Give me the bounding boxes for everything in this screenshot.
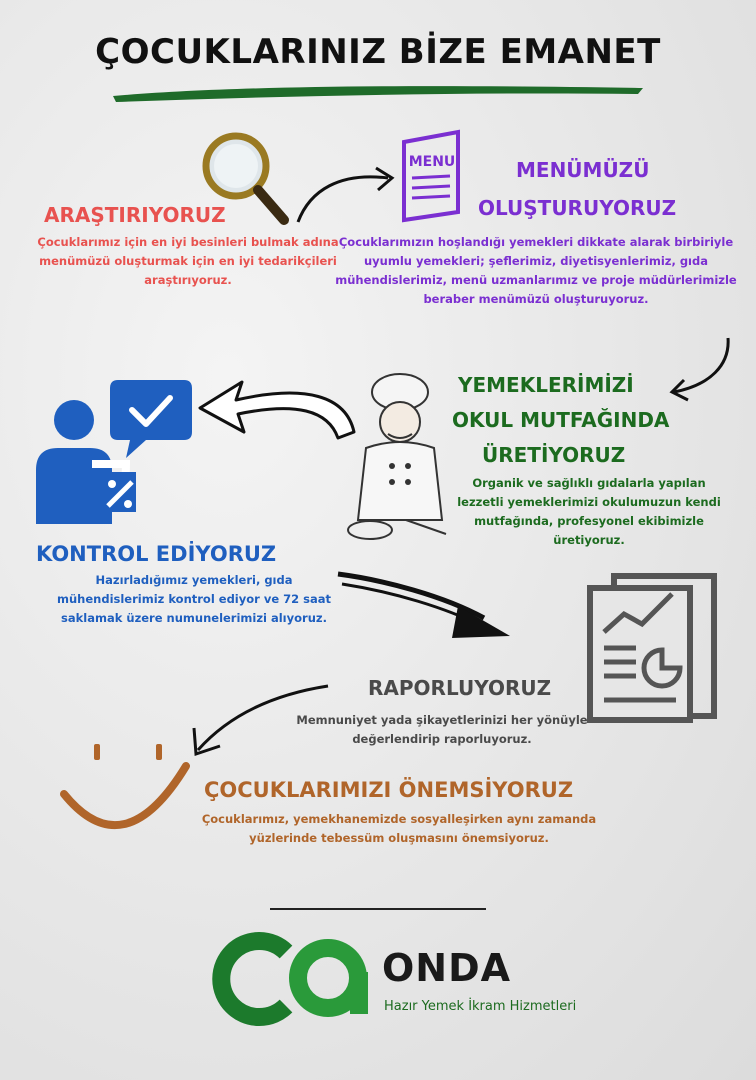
kitchen-text: Organik ve sağlıklı gıdalarla yapılan lezzetli yemeklerimizi okulumuzun kendi mutfağında, profesyonel ekibimizle üretiyoruz. <box>457 476 721 547</box>
menu-title-line2: OLUŞTURUYORUZ <box>478 196 677 220</box>
arrow-menu-to-kitchen <box>660 330 740 400</box>
brand-tagline: Hazır Yemek İkram Hizmetleri <box>384 999 577 1014</box>
kitchen-title-line3: ÜRETİYORUZ <box>482 443 626 467</box>
arrow-report-to-care <box>186 680 336 760</box>
care-text: Çocuklarımız, yemekhanemizde sosyalleşirken aynı zamanda yüzlerinde tebessüm oluşmasını önemsiyoruz. <box>201 812 597 845</box>
control-title: KONTROL EDİYORUZ <box>36 542 277 566</box>
footer-divider <box>270 908 486 910</box>
brand-name: ONDA <box>382 946 512 990</box>
person-check-icon <box>34 374 196 534</box>
title-underline-brush <box>108 82 648 104</box>
arrow-control-to-report <box>334 566 522 652</box>
research-text: Çocuklarımız için en iyi besinleri bulmak adına menümüzü oluşturmak için en iyi tedarikçileri araştırıyoruz. <box>37 235 339 287</box>
control-text: Hazırladığımız yemekleri, gıda mühendislerimiz kontrol ediyor ve 72 saat saklamak üzere numunelerimizi alıyoruz. <box>57 573 331 625</box>
research-title: ARAŞTIRIYORUZ <box>44 203 226 227</box>
kitchen-title-line2: OKUL MUTFAĞINDA <box>452 408 670 432</box>
arrow-research-to-menu <box>290 160 400 230</box>
menu-title-line1: MENÜMÜZÜ <box>516 158 650 182</box>
care-title: ÇOCUKLARIMIZI ÖNEMSİYORUZ <box>204 778 574 802</box>
menu-card-icon <box>398 128 470 224</box>
chef-icon <box>346 370 454 550</box>
menu-icon-label: MENU <box>408 154 456 170</box>
report-text: Memnuniyet yada şikayetlerinizi her yönüyle değerlendirip raporluyoruz. <box>296 713 588 746</box>
menu-text: Çocuklarımızın hoşlandığı yemekleri dikkate alarak birbiriyle uyumlu yemekleri; şeflerimiz, diyetisyenlerimiz, gıda mühendislerimiz, menü uzmanlarımız ve proje müdürlerimizle beraber menümüzü oluşturuyoruz. <box>335 235 737 306</box>
report-title: RAPORLUYORUZ <box>368 676 552 700</box>
page-title: ÇOCUKLARINIZ BİZE EMANET <box>95 32 661 72</box>
onda-logo-icon <box>216 932 378 1022</box>
kitchen-title-line1: YEMEKLERİMİZİ <box>458 373 634 397</box>
report-chart-icon <box>584 566 720 726</box>
arrow-kitchen-to-control <box>196 368 362 446</box>
